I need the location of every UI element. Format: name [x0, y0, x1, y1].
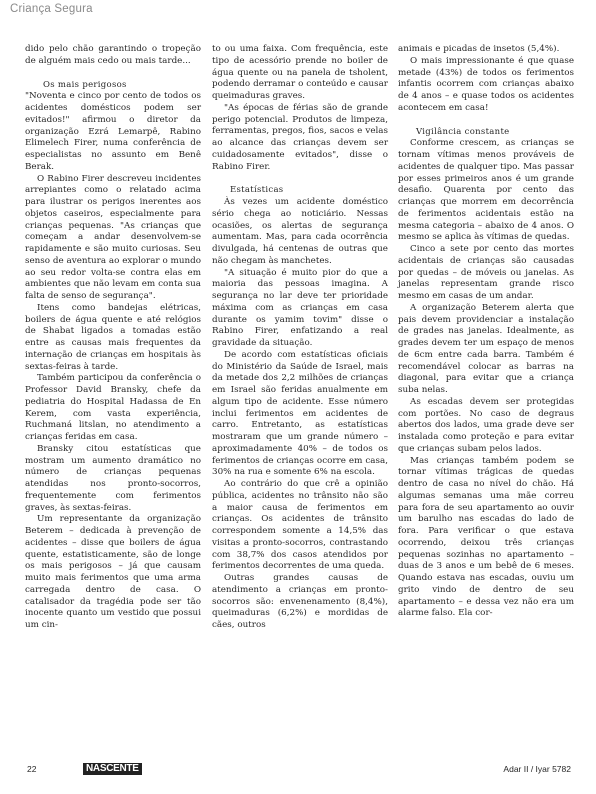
paragraph: Às vezes um acidente doméstico sério chega ao noticiário. Nessas ocasiões, os alertas de segurança aumentam. Mas, para cada ocorrência divulgada, há centenas de outras que não chegam às manchetes.: [212, 197, 388, 266]
page-number: 22: [27, 764, 37, 774]
paragraph: "A situação é muito pior do que a maioria das pessoas imagina. A segurança no lar deve ter prioridade máxima com as crianças em casa durante os yamim tovim" disse o Rabino Firer, enfatizando a real gravidade da situação.: [212, 267, 388, 348]
paragraph: O mais impressionante é que quase metade (43%) de todos os ferimentos infantis ocorrem com crianças abaixo de 4 anos – e quase todos os acidentes acontecem em casa!: [398, 55, 574, 113]
paragraph: As escadas devem ser protegidas com portões. No caso de degraus abertos dos lados, uma grade deve ser instalada como proteção e para evitar que crianças subam pelos lados.: [398, 396, 574, 454]
paragraph: Cinco a sete por cento das mortes acidentais de crianças são causadas por quedas – de móveis ou janelas. As janelas representam grande risco mesmo em casas de um andar.: [398, 244, 574, 301]
paragraph: O Rabino Firer descreveu incidentes arrepiantes como o relatado acima para ilustrar os perigos inerentes aos objetos caseiros, especialmente para crianças pequenas. "As crianças que começam a andar desenvolvem-se rapidamente e são muito curiosas. Seu senso de aventura ao explorar o mundo ao seu redor volta-se contra elas em ambientes que não levam em conta sua falta de senso de segurança".: [25, 173, 201, 301]
paragraph: De acordo com estatísticas oficiais do Ministério da Saúde de Israel, mais da metade dos 2,2 milhões de crianças em Israel são feridas anualmente em algum tipo de acidente. Esse número inclui ferimentos em acidentes de carro. Entretanto, as estatísticas mostraram que um grande número – aproximadamente 40% – de todos os ferimentos de crianças ocorre em casa, 30% na rua e somente 6% na escola.: [212, 349, 388, 478]
paragraph: Também participou da conferência o Professor David Bransky, chefe da pediatria do Hospital Hadassa de En Kerem, com vasta experiência, Ruchmaná litslan, no atendimento a crianças feridas em casa.: [25, 373, 201, 442]
text-column-3: [398, 44, 574, 620]
running-head: Criança Segura: [10, 3, 93, 15]
paragraph: "Noventa e cinco por cento de todos os acidentes domésticos podem ser evitados!" afirmou o diretor da organização Ezrá Lemarpê, Rabino Elimelech Firer, numa conferência de especialistas no assunto em Benê Berak.: [25, 91, 201, 172]
issue-date: Adar II / Iyar 5782: [503, 764, 571, 774]
paragraph: Mas crianças também podem se tornar vítimas trágicas de quedas dentro de casa no nível do chão. Há algumas semanas uma mãe correu para fora de seu apartamento ao ouvir um barulho nas escadas do lado de fora. Para verificar o que estava ocorrendo, deixou três crianças pequenas sozinhas no apartamento – duas de 3 anos e um bebê de 6 meses. Quando estava nas escadas, ouviu um grito vindo de dentro de seu apartamento – e dessa vez não era um alarme falso. Ela cor-: [398, 455, 574, 619]
paragraph: A organização Beterem alerta que pais devem providenciar a instalação de grades nas janelas. Idealmente, as grades devem ter um espaço de menos de 6cm entre cada barra. Também é recomendável colocar as barras na diagonal, para evitar que a criança suba nelas.: [398, 302, 574, 395]
section-heading: Estatísticas: [230, 185, 284, 196]
paragraph: Itens como bandejas elétricas, boilers de água quente e até relógios de Shabat ligados a tomadas estão entre as causas mais frequentes da internação de crianças em hospitais às sextas-feiras à tarde.: [25, 302, 201, 372]
paragraph: Outras grandes causas de atendimento a crianças em pronto-socorros são: envenenamento (8,4%), queimaduras (6,2%) e mordidas de cães, outros: [212, 573, 388, 630]
paragraph: to ou uma faixa. Com frequência, este tipo de acessório prende no boiler de água quente ou na panela de tsholent, podendo derramar o conteúdo e causar queimaduras graves.: [212, 44, 388, 101]
magazine-logo: NASCENTE: [83, 763, 142, 775]
page-footer: [0, 762, 596, 782]
paragraph: "As épocas de férias são de grande perigo potencial. Produtos de limpeza, ferramentas, pregos, fios, sacos e velas ao alcance das crianças devem ser cuidadosamente evitados", disse o Rabino Firer.: [212, 102, 388, 172]
paragraph: Ao contrário do que crê a opinião pública, acidentes no trânsito não são a maior causa de ferimentos em crianças. Os acidentes de trânsito correspondem somente a 14,5% das visitas a pronto-socorros, contrastando com 38,7% dos casos atendidos por ferimentos decorrentes de uma queda.: [212, 479, 388, 572]
section-heading: Os mais perigosos: [43, 79, 127, 90]
text-column-1: [25, 44, 201, 632]
paragraph: Conforme crescem, as crianças se tornam vítimas menos prováveis de acidentes de qualquer tipo. Mas passar por esses primeiros anos é um grande desafio. Quarenta por cento das crianças que morrem em decorrência de ferimentos acidentais estão na mesma categoria – abaixo de 4 anos. O mesmo se aplica às vítimas de quedas.: [398, 138, 574, 243]
text-column-2: [212, 44, 388, 632]
paragraph: Um representante da organização Beterem – dedicada à prevenção de acidentes – disse que boilers de água quente, estatisticamente, são de longe os mais perigosos – já que causam muito mais ferimentos que uma arma carregada dentro de casa. O catalisador da tragédia pode ser tão inocente quanto um vestido que possui um cin-: [25, 514, 201, 630]
section-heading: Vigilância constante: [416, 126, 510, 137]
paragraph: Bransky citou estatísticas que mostram um aumento dramático no número de crianças pequenas atendidas nos pronto-socorros, frequentemente com ferimentos graves, às sextas-feiras.: [25, 443, 201, 513]
paragraph: animais e picadas de insetos (5,4%).: [398, 44, 560, 54]
paragraph: dido pelo chão garantindo o tropeção de alguém mais cedo ou mais tarde...: [25, 44, 201, 66]
